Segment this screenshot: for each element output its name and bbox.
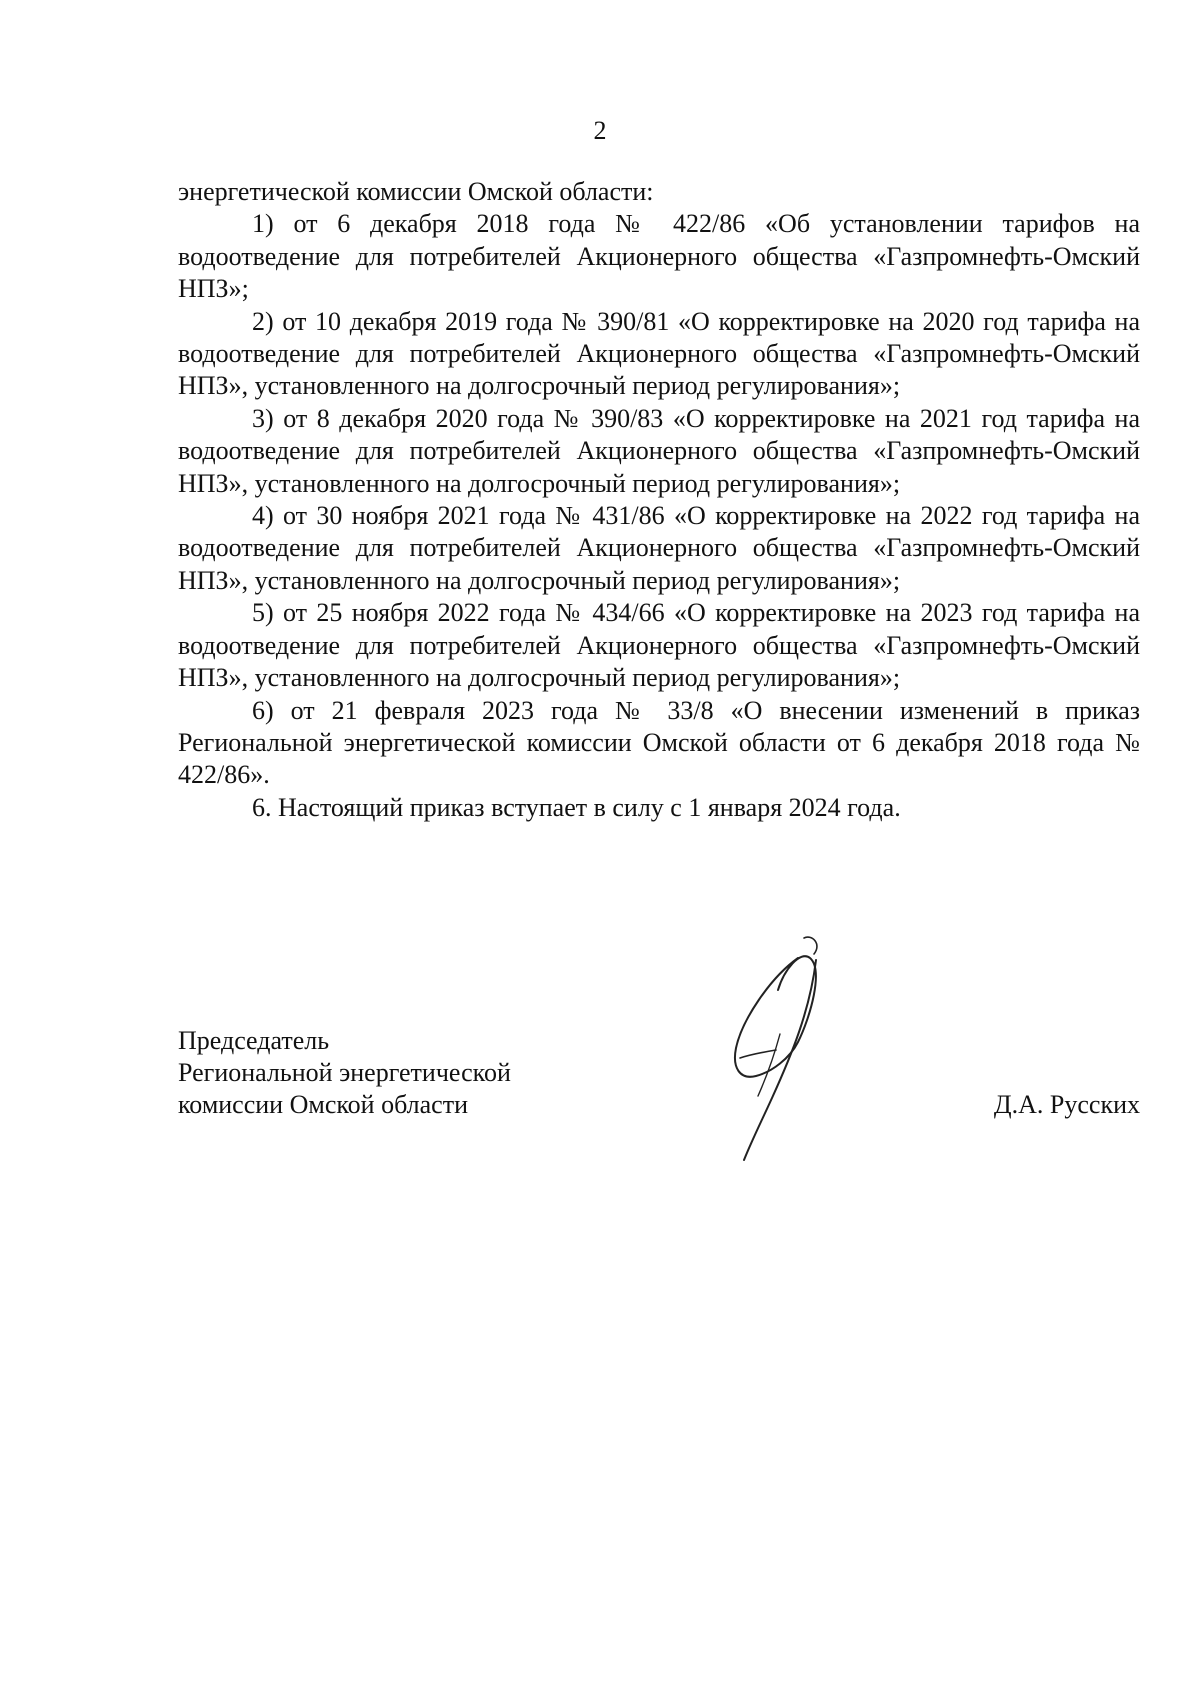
signer-name: Д.А. Русских bbox=[993, 1090, 1140, 1119]
lead-line: энергетической комиссии Омской области: bbox=[178, 177, 654, 206]
final-clause: 6. Настоящий приказ вступает в силу с 1 января 2024 года. bbox=[252, 792, 901, 822]
list-item-5: 5) от 25 ноября 2022 года № 434/66 «О корректировке на 2023 год тарифа на водоотведение для потребителей Акционерного общества «Газпромнефть-Омский НПЗ», установленного на долгосрочный период регулирования»; bbox=[178, 598, 1140, 693]
signer-position-line-2: Региональной энергетической bbox=[178, 1058, 511, 1087]
signer-position-line-1: Председатель bbox=[178, 1026, 330, 1055]
signer-position-line-3: комиссии Омской области bbox=[178, 1090, 468, 1119]
page-number: 2 bbox=[593, 116, 607, 145]
signature-title-block bbox=[178, 1025, 778, 1121]
list-item-2: 2) от 10 декабря 2019 года № 390/81 «О корректировке на 2020 год тарифа на водоотведение для потребителей Акционерного общества «Газпромнефть-Омский НПЗ», установленного на долгосрочный период регулирования»; bbox=[178, 306, 1140, 401]
handwritten-signature-icon bbox=[700, 930, 900, 1170]
list-item-3: 3) от 8 декабря 2020 года № 390/83 «О корректировке на 2021 год тарифа на водоотведение для потребителей Акционерного общества «Газпромнефть-Омский НПЗ», установленного на долгосрочный период регулирования»; bbox=[178, 403, 1140, 498]
document-body bbox=[178, 176, 1140, 824]
list-item-1: 1) от 6 декабря 2018 года № 422/86 «Об установлении тарифов на водоотведение для потребителей Акционерного общества «Газпромнефть-Омский НПЗ»; bbox=[178, 209, 1140, 304]
list-item-4: 4) от 30 ноября 2021 года № 431/86 «О корректировке на 2022 год тарифа на водоотведение для потребителей Акционерного общества «Газпромнефть-Омский НПЗ», установленного на долгосрочный период регулирования»; bbox=[178, 501, 1140, 595]
list-item-6: 6) от 21 февраля 2023 года № 33/8 «О внесении изменений в приказ Региональной энергетической комиссии Омской области от 6 декабря 2018 года № 422/86». bbox=[178, 695, 1140, 790]
